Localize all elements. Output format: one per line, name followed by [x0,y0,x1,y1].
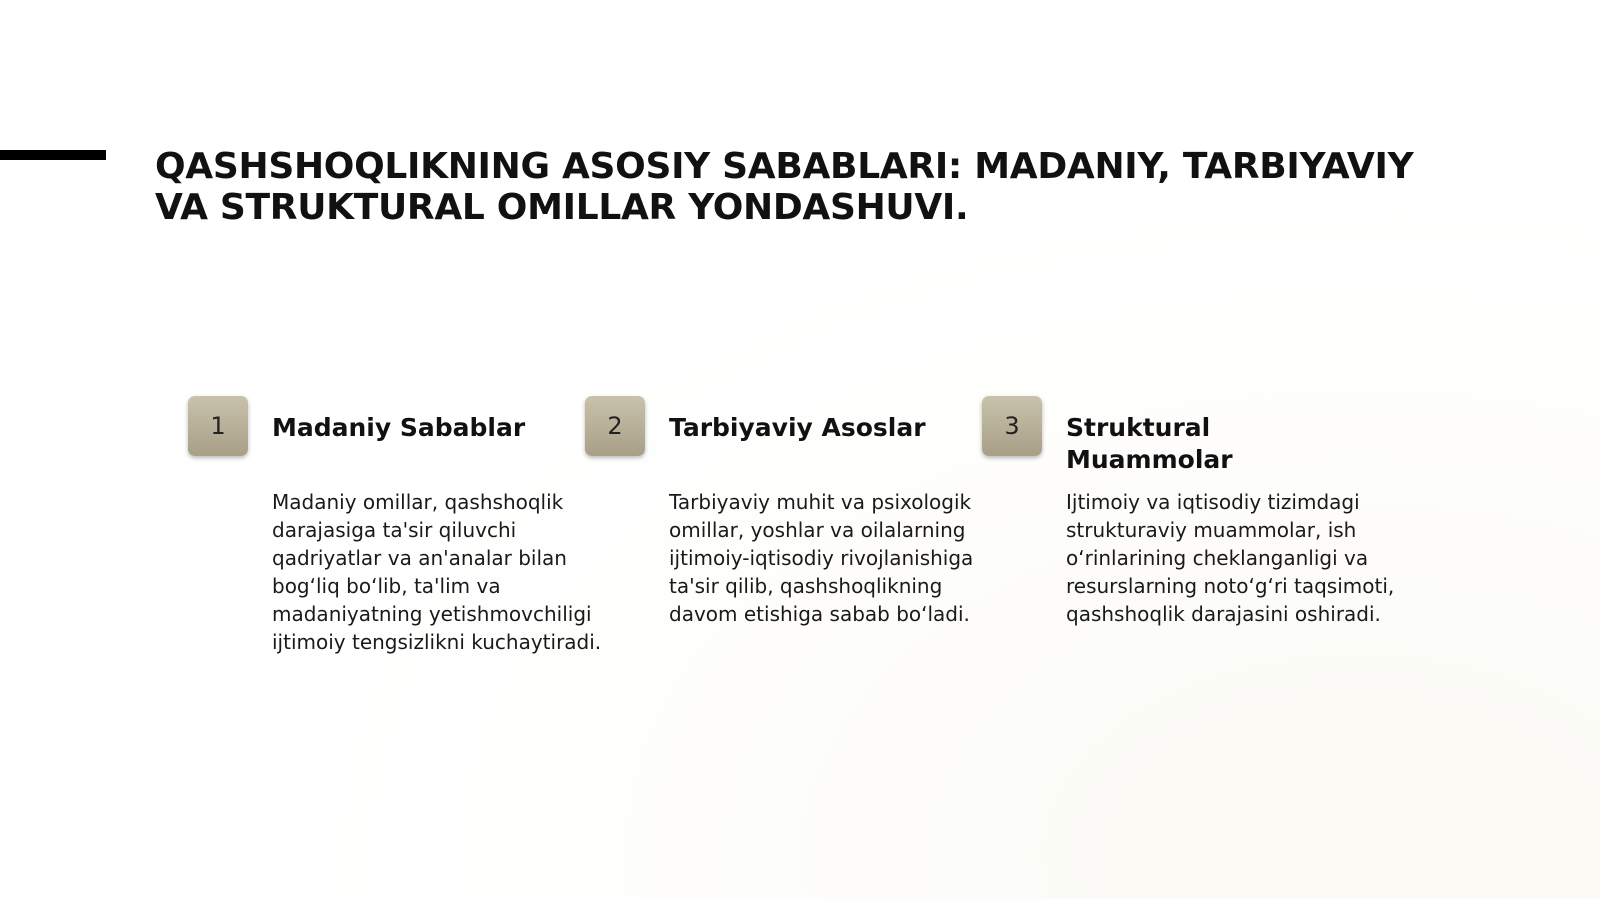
step-number-badge: 2 [585,396,645,456]
step-heading[interactable]: Tarbiyaviy Asoslar [669,413,926,442]
step-number-badge: 1 [188,396,248,456]
steps-timeline [188,396,1428,716]
title-accent-bar [0,150,106,160]
step-heading[interactable]: Madaniy Sabablar [272,413,526,442]
slide-title[interactable]: QASHSHOQLIKNING ASOSIY SABABLARI: MADANIY, TARBIYAVIY VA STRUKTURAL OMILLAR YONDASHUVI. [155,146,1414,228]
step-description[interactable]: Tarbiyaviy muhit va psixologik omillar, yoshlar va oilalarning ijtimoiy-iqtisodiy rivojlanishiga ta'sir qilib, qashshoqlikning davom etishiga sabab bo‘ladi. [669,490,974,626]
step-description[interactable]: Ijtimoiy va iqtisodiy tizimdagi strukturaviy muammolar, ish o‘rinlarining cheklanganligi va resurslarning noto‘g‘ri taqsimoti, qashshoqlik darajasini oshiradi. [1066,490,1395,626]
step-number-badge: 3 [982,396,1042,456]
step-description[interactable]: Madaniy omillar, qashshoqlik darajasiga ta'sir qiluvchi qadriyatlar va an'analar bilan bog‘liq bo‘lib, ta'lim va madaniyatning yetishmovchiligi ijtimoiy tengsizlikni kuchaytiradi. [272,490,602,654]
step-heading[interactable]: Struktural Muammolar [1066,413,1233,474]
